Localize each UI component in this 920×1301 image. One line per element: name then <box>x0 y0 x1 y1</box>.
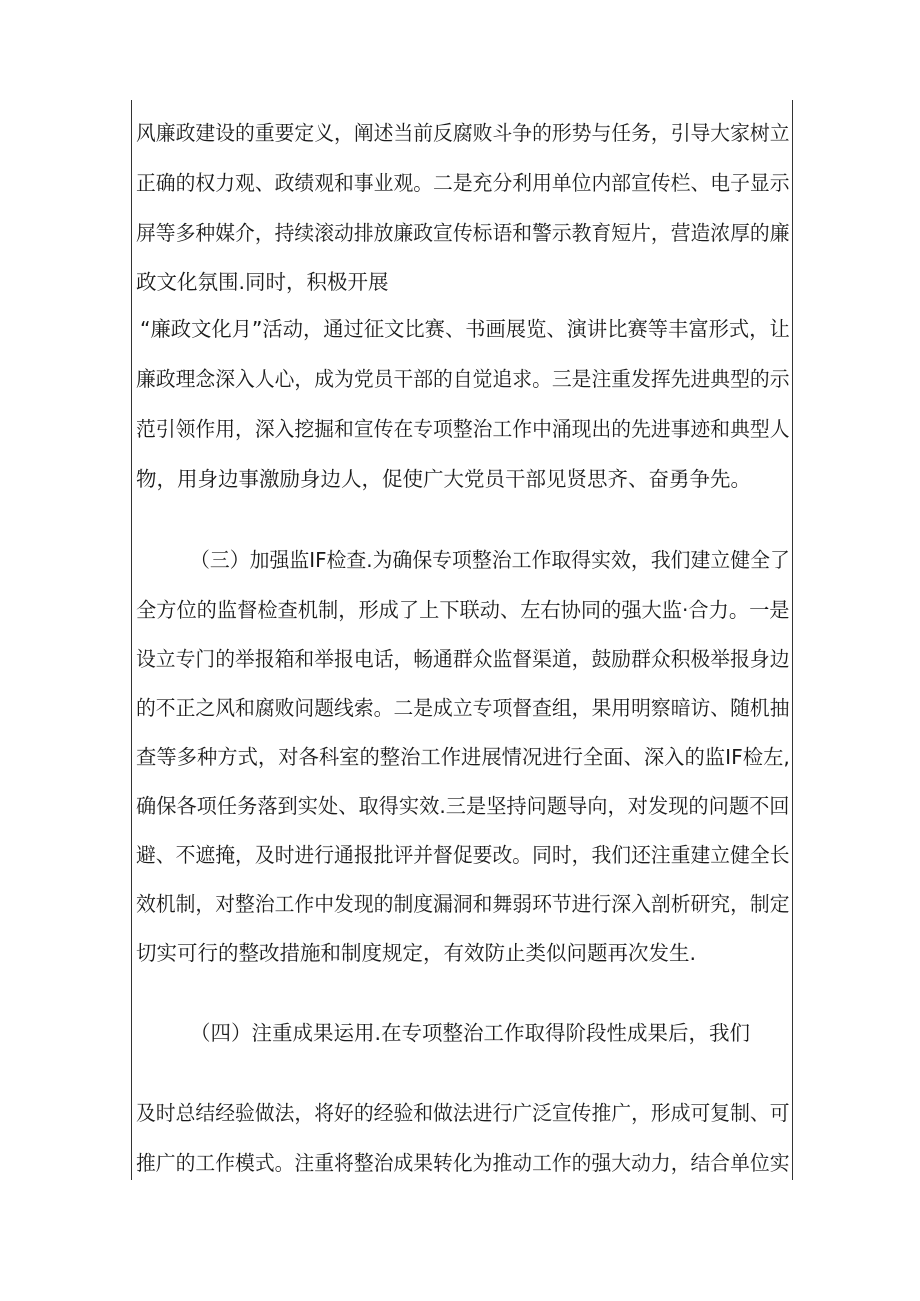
body-text-line: 效机制，对整治工作中发现的制度漏洞和舞弱环节进行深入剖析研究，制定 <box>136 892 790 916</box>
body-text-line: 及时总结经验做法，将好的经验和做法进行广泛宣传推广，形成可复制、可 <box>136 1101 790 1125</box>
section-heading-line: （四）注重成果运用.在专项整治工作取得阶段性成果后，我们 <box>190 1021 751 1045</box>
body-text-line: 风廉政建设的重要定义，阐述当前反腐败斗争的形势与任务，引导大家树立 <box>136 121 790 145</box>
body-text-line: 设立专门的举报箱和举报电话，畅通群众监督渠道，鼓励群众积极举报身边 <box>136 647 790 671</box>
body-text-line: 切实可行的整改措施和制度规定，有效防止类似问题再次发生. <box>136 941 697 965</box>
body-text-line: 避、不遮掩，及时进行通报批评并督促要改。同时，我们还注重建立健全长 <box>136 843 790 867</box>
body-text-line: “廉政文化月”活动，通过征文比赛、书画展览、演讲比赛等丰富形式，让 <box>140 317 790 341</box>
body-text-line: 全方位的监督检查机制，形成了上下联动、左右协同的强大监·合力。一是 <box>136 598 790 622</box>
body-text-line: 政文化氛围.同时，积极开展 <box>136 270 389 294</box>
body-text-line: 正确的权力观、政绩观和事业观。二是充分利用单位内部宣传栏、电子显示 <box>136 171 790 195</box>
body-text-line: 廉政理念深入人心，成为党员干部的自觉追求。三是注重发挥先进典型的示 <box>136 367 790 391</box>
body-text-line: 物，用身边事激励身边人，促使广大党员干部见贤思齐、奋勇争先。 <box>136 467 751 491</box>
right-border-line <box>792 100 793 1180</box>
body-text-line: 查等多种方式，对各科室的整治工作进展情况进行全面、深入的监IF检左, <box>136 745 790 769</box>
body-text-line: 屏等多种媒介，持续滚动排放廉政宣传标语和警示教育短片，营造浓厚的廉 <box>136 221 790 245</box>
body-text-line: 范引领作用，深入挖掘和宣传在专项整治工作中涌现出的先进事迹和典型人 <box>136 417 790 441</box>
body-text-line: 推广的工作模式。注重将整治成果转化为推动工作的强大动力，结合单位实 <box>136 1151 790 1175</box>
left-border-line <box>131 100 132 1180</box>
body-text-line: 的不正之风和腐败问题线索。二是成立专项督查组，果用明察暗访、随机抽 <box>136 696 790 720</box>
body-text-line: 确保各项任务落到实处、取得实效.三是坚持问题导向，对发现的问题不回 <box>136 794 790 818</box>
section-heading-line: （三）加强监IF检查.为确保专项整治工作取得实效，我们建立健全了 <box>190 548 790 572</box>
